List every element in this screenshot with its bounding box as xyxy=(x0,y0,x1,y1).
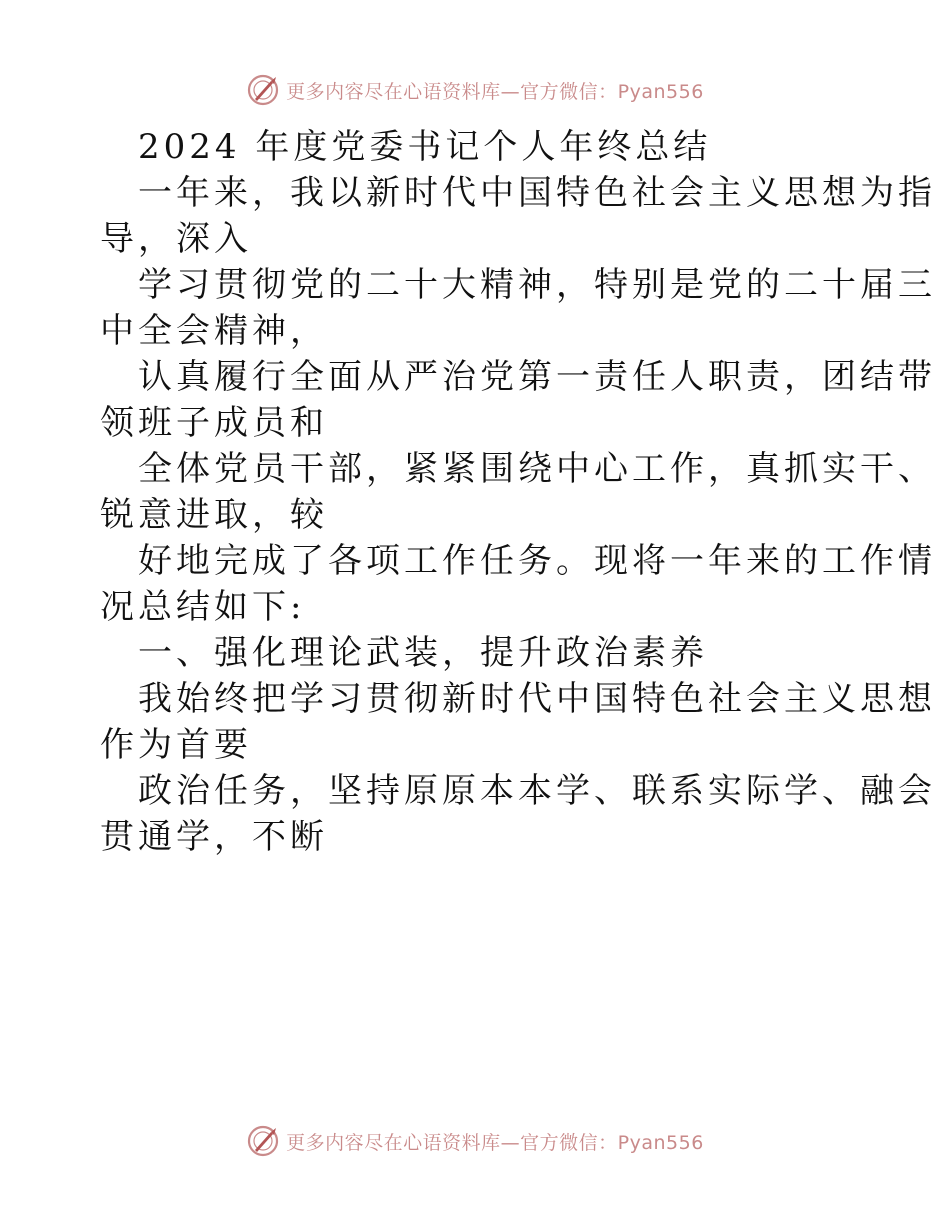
document-body xyxy=(100,124,936,860)
watermark-text: 更多内容尽在心语资料库—官方微信：Pyan556 xyxy=(286,1131,704,1154)
quill-pen-seal-icon xyxy=(246,73,280,107)
footer-watermark xyxy=(0,1121,950,1161)
paragraph-line: 况总结如下: xyxy=(100,587,306,627)
paragraph-line: 政治任务，坚持原原本本学、联系实际学、融会 xyxy=(138,771,936,811)
paragraph-line: 中全会精神， xyxy=(100,311,328,351)
paragraph-line: 学习贯彻党的二十大精神，特别是党的二十届三 xyxy=(138,265,936,305)
paragraph-line: 全体党员干部，紧紧围绕中心工作，真抓实干、 xyxy=(138,449,936,489)
paragraph-line: 锐意进取，较 xyxy=(100,495,328,535)
quill-pen-seal-icon xyxy=(246,1124,280,1158)
header-watermark xyxy=(0,70,950,110)
paragraph-line: 好地完成了各项工作任务。现将一年来的工作情 xyxy=(138,541,936,581)
paragraph-line: 我始终把学习贯彻新时代中国特色社会主义思想 xyxy=(138,679,936,719)
paragraph-line: 贯通学，不断 xyxy=(100,817,328,857)
paragraph-line: 一年来，我以新时代中国特色社会主义思想为指 xyxy=(138,173,936,213)
section-heading: 一、强化理论武装，提升政治素养 xyxy=(138,633,708,673)
paragraph-line: 导，深入 xyxy=(100,219,252,259)
watermark-text: 更多内容尽在心语资料库—官方微信：Pyan556 xyxy=(286,80,704,103)
document-title: 2024 年度党委书记个人年终总结 xyxy=(138,127,712,167)
paragraph-line: 作为首要 xyxy=(100,725,252,765)
paragraph-line: 认真履行全面从严治党第一责任人职责，团结带 xyxy=(138,357,936,397)
paragraph-line: 领班子成员和 xyxy=(100,403,328,443)
